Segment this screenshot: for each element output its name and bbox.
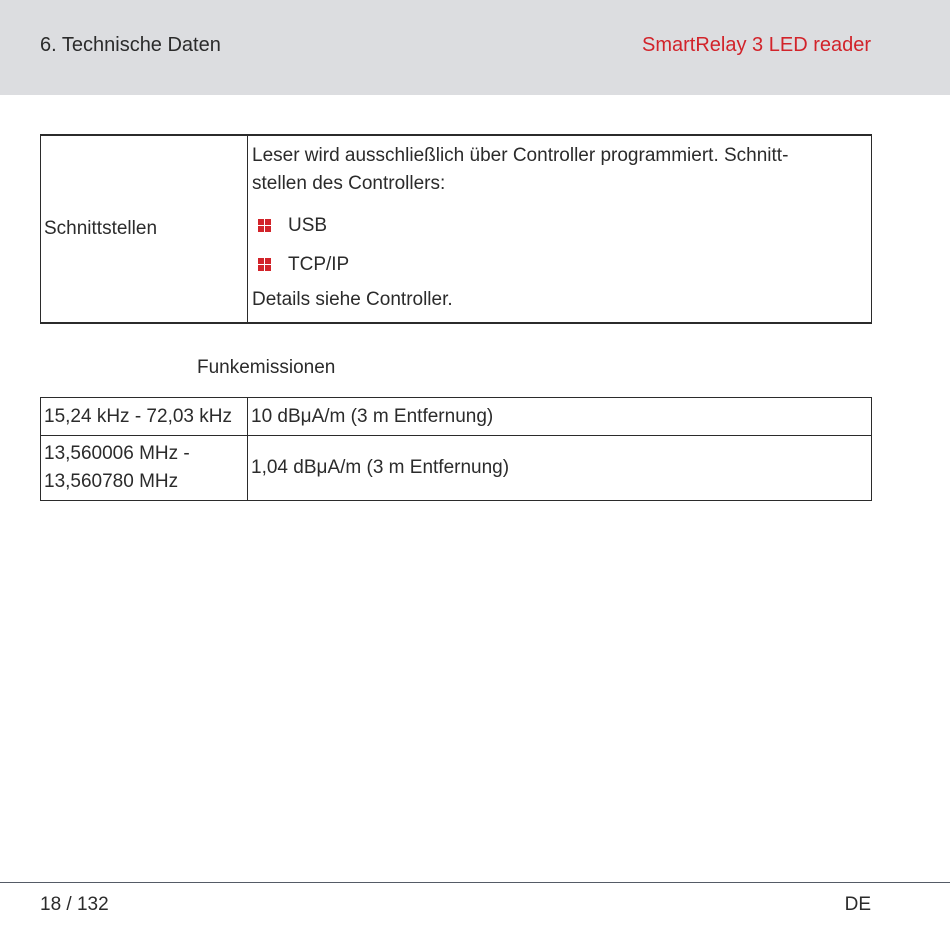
list-item	[252, 245, 867, 284]
section-title: 6. Technische Daten	[40, 34, 221, 56]
emission-value: 1,04 dBμA/m (3 m Entfernung)	[248, 436, 872, 501]
product-name: SmartRelay 3 LED reader	[642, 34, 871, 56]
list-item	[252, 206, 867, 245]
interfaces-footer: Details siehe Controller.	[252, 289, 453, 310]
interfaces-intro-line1: Leser wird ausschließlich über Controller programmiert. Schnitt-	[252, 145, 789, 166]
emission-range	[41, 436, 248, 501]
emissions-table	[40, 397, 872, 501]
footer-divider	[0, 882, 950, 883]
emission-range: 15,24 kHz - 72,03 kHz	[41, 398, 248, 436]
interfaces-key: Schnittstellen	[41, 135, 248, 323]
page-number: 18 / 132	[40, 894, 109, 915]
bullet-text-tcpip: TCP/IP	[288, 253, 350, 275]
interfaces-value	[248, 135, 872, 323]
table-row	[41, 436, 872, 501]
table-row	[41, 135, 872, 323]
interfaces-table	[40, 134, 872, 324]
bullet-text-usb: USB	[288, 214, 328, 236]
language-code: DE	[844, 894, 871, 915]
table-row	[41, 398, 872, 436]
table-caption: Funkemissionen	[197, 357, 336, 378]
bullet-icon	[258, 258, 271, 271]
page-header	[0, 0, 950, 95]
bullet-icon	[258, 219, 271, 232]
emission-range-line1: 13,560006 MHz -	[44, 443, 190, 464]
interfaces-intro-line2: stellen des Controllers:	[252, 173, 446, 194]
emission-value: 10 dBμA/m (3 m Entfernung)	[248, 398, 872, 436]
emission-range-line2: 13,560780 MHz	[44, 471, 179, 492]
